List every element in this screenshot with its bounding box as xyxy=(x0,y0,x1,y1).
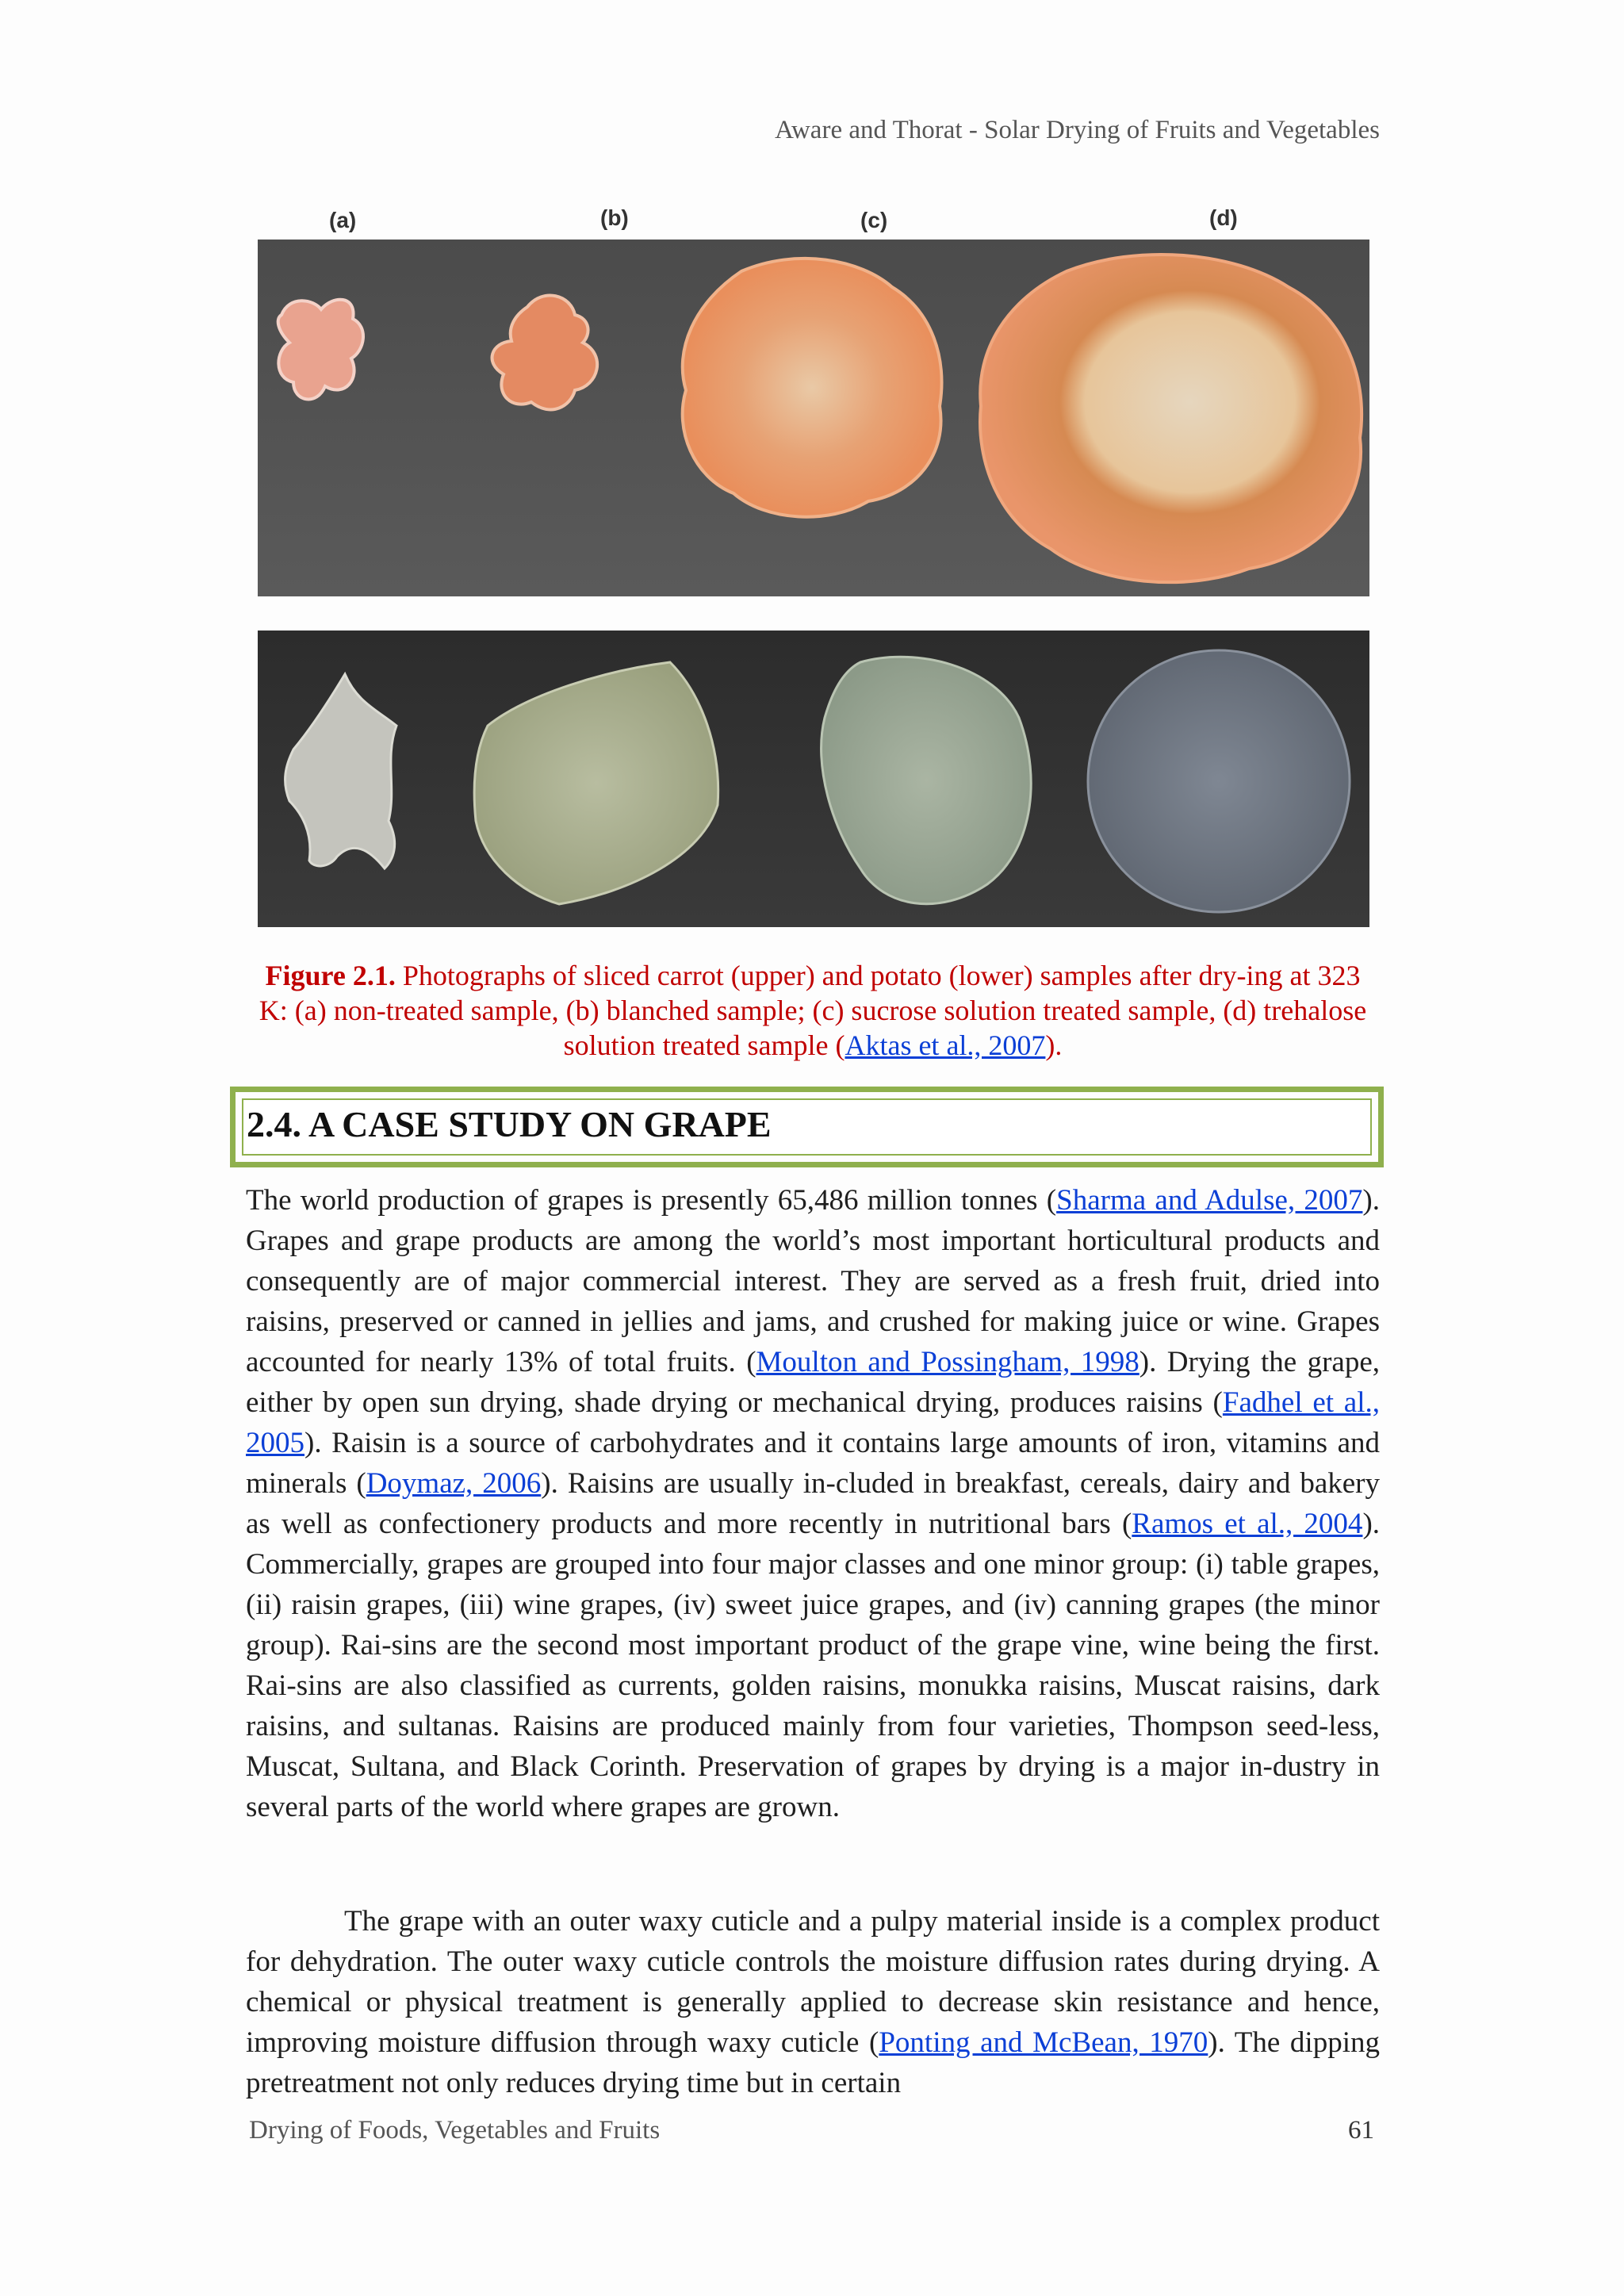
figure-caption-end: ). xyxy=(1045,1029,1063,1061)
citation-link-doymaz[interactable]: Doymaz, 2006 xyxy=(366,1467,542,1500)
carrot-sample-c xyxy=(683,259,942,517)
footer-book-title: Drying of Foods, Vegetables and Fruits xyxy=(249,2116,661,2145)
citation-link-ponting[interactable]: Ponting and McBean, 1970 xyxy=(879,2026,1208,2059)
figure-caption xyxy=(250,958,1376,1063)
panel-label-b: (b) xyxy=(600,205,629,230)
citation-link-fadhel[interactable]: Fadhel et al., 2005 xyxy=(246,1386,1381,1459)
figure-caption-text: Photographs of sliced carrot (upper) and potato (lower) samples after dry-ing at 323 K: (a) non-treated sample, (b) blanched sample; (c) sucrose solution treated sample, (d) trehalose solution treated sample ( xyxy=(259,960,1367,1061)
panel-label-c: (c) xyxy=(860,208,888,232)
figure-caption-label: Figure 2.1. xyxy=(265,960,396,991)
section-heading-box xyxy=(230,1087,1384,1167)
carrot-sample-d xyxy=(980,255,1362,582)
citation-link-aktas[interactable]: Aktas et al., 2007 xyxy=(845,1029,1046,1061)
potato-samples-photo xyxy=(258,631,1369,927)
paragraph-1: The world production of grapes is presently 65,486 million tonnes (Sharma and Adulse, 2007). Grapes and grape products are among the world’s most important horticultural products and consequently are of major commercial interest. They are served as a fresh fruit, dried into raisins, preserved or canned in jellies and jams, and crushed for making juice or wine. Grapes accounted for nearly 13% of total fruits. (Moulton and Possingham, 1998). Drying the grape, either by open sun drying, shade drying or mechanical drying, produces raisins (Fadhel et al., 2005). Raisin is a source of carbohydrates and it contains large amounts of iron, vitamins and minerals (Doymaz, 2006). Raisins are usually in-cluded in breakfast, cereals, dairy and bakery as well as confectionery products and more recently in nutritional bars (Ramos et al., 2004). Commercially, grapes are grouped into four major classes and one minor group: (i) table grapes, (ii) raisin grapes, (iii) wine grapes, (iv) sweet juice grapes, and (iv) canning grapes (the minor group). Rai-sins are the second most important product of the grape vine, wine being the first. Rai-sins are also classified as currents, golden raisins, monukka raisins, Muscat raisins, dark raisins, and sultanas. Raisins are produced mainly from four varieties, Thompson seed-less, Muscat, Sultana, and Black Corinth. Preservation of grapes by drying is a major in-dustry in several parts of the world where grapes are grown. xyxy=(246,1184,1381,1823)
figure-panel-labels xyxy=(0,205,1624,240)
carrot-samples-photo xyxy=(258,240,1369,596)
citation-link-sharma[interactable]: Sharma and Adulse, 2007 xyxy=(1056,1184,1363,1217)
section-title: 2.4. A CASE STUDY ON GRAPE xyxy=(247,1104,772,1144)
citation-link-ramos[interactable]: Ramos et al., 2004 xyxy=(1132,1508,1363,1540)
page-number: 61 xyxy=(1348,2116,1374,2145)
panel-label-a: (a) xyxy=(329,208,357,232)
running-header: Aware and Thorat - Solar Drying of Fruits and Vegetables xyxy=(775,116,1380,144)
paragraph-2: The grape with an outer waxy cuticle and a pulpy material inside is a complex product for dehydration. The outer waxy cuticle controls the moisture diffusion rates during drying. A chemical or physical treatment is generally applied to decrease skin resistance and hence, improving moisture diffusion through waxy cuticle (Ponting and McBean, 1970). The dipping pretreatment not only reduces drying time but in certain xyxy=(246,1905,1380,2099)
potato-sample-d xyxy=(1088,650,1350,912)
panel-label-d: (d) xyxy=(1209,205,1238,230)
citation-link-moulton[interactable]: Moulton and Possingham, 1998 xyxy=(756,1346,1139,1378)
